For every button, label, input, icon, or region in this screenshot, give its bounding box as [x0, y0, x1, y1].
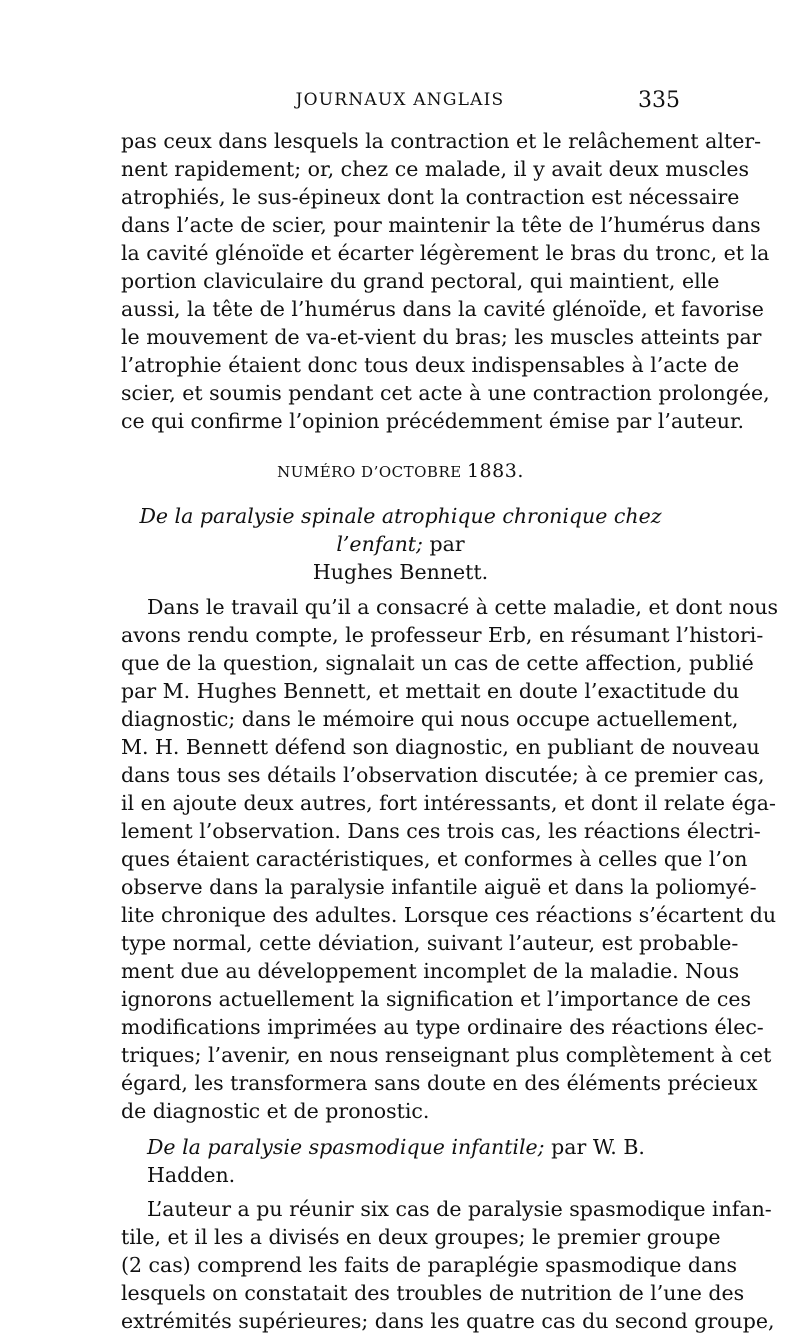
text-line: le mouvement de va-et-vient du bras; les muscles atteints par: [121, 325, 762, 349]
text-line: ment due au développement incomplet de la maladie. Nous: [121, 959, 740, 983]
text-line: portion claviculaire du grand pectoral, qui maintient, elle: [121, 269, 720, 293]
text-line: tile, et il les a divisés en deux groupes; le premier groupe: [121, 1225, 721, 1249]
text-line: extrémités supérieures; dans les quatre cas du second groupe,: [121, 1309, 775, 1333]
text-line: atrophiés, le sus-épineux dont la contraction est nécessaire: [121, 185, 740, 209]
text-line: L’auteur a pu réunir six cas de paralysie spasmodique infan-: [147, 1197, 772, 1221]
text-line: lesquels on constatait des troubles de nutrition de l’une des: [121, 1281, 745, 1305]
section-year: 1883.: [466, 460, 524, 482]
paragraph-bennett-cont: [121, 621, 777, 1125]
page-number: 335: [638, 88, 680, 113]
paragraph-hadden: [121, 1195, 772, 1223]
text-line: lement l’observation. Dans ces trois cas, les réactions électri-: [121, 819, 761, 843]
text-line: par M. Hughes Bennett, et mettait en doute l’exactitude du: [121, 679, 740, 703]
text-line: triques; l’avenir, en nous renseignant plus complètement à cet: [121, 1043, 772, 1067]
article-title-line: [121, 502, 680, 558]
running-title: JOURNAUX ANGLAIS: [295, 90, 505, 110]
text-line: de diagnostic et de pronostic.: [121, 1099, 430, 1123]
text-line: Dans le travail qu’il a consacré à cette maladie, et dont nous: [147, 595, 779, 619]
text-line: (2 cas) comprend les faits de paraplégie spasmodique dans: [121, 1253, 737, 1277]
page-body: [121, 127, 779, 1335]
text-line: pas ceux dans lesquels la contraction et le relâchement alter-: [121, 129, 762, 153]
article-title-italic: De la paralysie spinale atrophique chronique chez l’enfant;: [139, 504, 662, 556]
article-author: W. B. Hadden.: [147, 1135, 645, 1187]
text-line: que de la question, signalait un cas de cette affection, publié: [121, 651, 754, 675]
article-title-par: par: [429, 532, 465, 556]
paragraph-continuation: [121, 127, 770, 435]
article-title-bennett: [121, 502, 680, 586]
text-line: observe dans la paralysie infantile aiguë et dans la poliomyé-: [121, 875, 757, 899]
article-title-par: par: [551, 1135, 587, 1159]
article-title-hadden: [121, 1133, 680, 1189]
text-line: type normal, cette déviation, suivant l’auteur, est probable-: [121, 931, 739, 955]
text-line: ques étaient caractéristiques, et conformes à celles que l’on: [121, 847, 748, 871]
text-line: dans l’acte de scier, pour maintenir la tête de l’humérus dans: [121, 213, 761, 237]
section-label: NUMÉRO D’OCTOBRE: [277, 463, 462, 481]
text-line: nent rapidement; or, chez ce malade, il y avait deux muscles: [121, 157, 750, 181]
text-line: scier, et soumis pendant cet acte à une contraction prolongée,: [121, 381, 770, 405]
text-line: il en ajoute deux autres, fort intéressants, et dont il relate éga-: [121, 791, 776, 815]
paragraph-bennett: [121, 593, 779, 621]
text-line: ce qui confirme l’opinion précédemment émise par l’auteur.: [121, 409, 745, 433]
article-title-italic: De la paralysie spasmodique infantile;: [147, 1135, 545, 1159]
text-line: lite chronique des adultes. Lorsque ces réactions s’écartent du: [121, 903, 777, 927]
text-line: aussi, la tête de l’humérus dans la cavité glénoïde, et favorise: [121, 297, 764, 321]
paragraph-hadden-cont: [121, 1223, 775, 1335]
text-line: l’atrophie étaient donc tous deux indispensables à l’acte de: [121, 353, 740, 377]
running-head: [120, 90, 680, 120]
text-line: modifications imprimées au type ordinaire des réactions élec-: [121, 1015, 764, 1039]
article-author: Hughes Bennett.: [312, 560, 489, 584]
text-line: diagnostic; dans le mémoire qui nous occupe actuellement,: [121, 707, 739, 731]
text-line: ignorons actuellement la signification et l’importance de ces: [121, 987, 752, 1011]
text-line: égard, les transformera sans doute en des éléments précieux: [121, 1071, 758, 1095]
section-heading: [121, 457, 680, 486]
text-line: dans tous ses détails l’observation discutée; à ce premier cas,: [121, 763, 765, 787]
text-line: M. H. Bennett défend son diagnostic, en publiant de nouveau: [121, 735, 760, 759]
text-line: la cavité glénoïde et écarter légèrement le bras du tronc, et la: [121, 241, 770, 265]
text-line: avons rendu compte, le professeur Erb, en résumant l’histori-: [121, 623, 764, 647]
